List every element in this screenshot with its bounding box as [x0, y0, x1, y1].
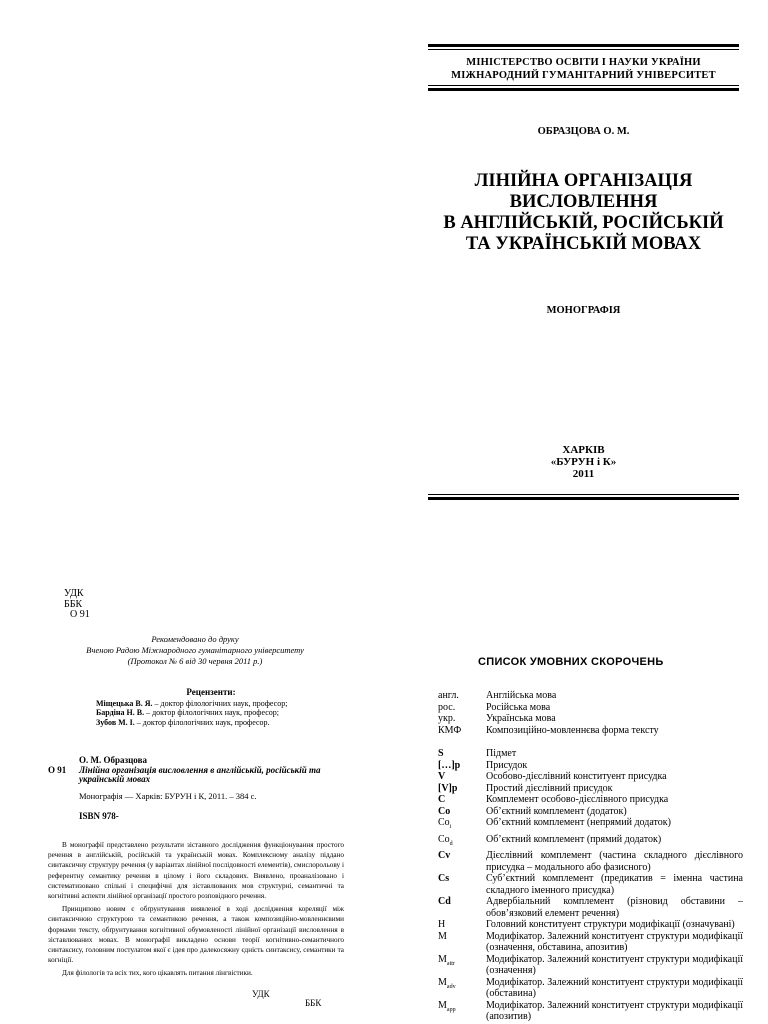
abbreviation-key: Cd — [438, 896, 451, 907]
university-name: МІЖНАРОДНИЙ ГУМАНІТАРНИЙ УНІВЕРСИТЕТ — [451, 70, 716, 81]
publisher-header — [428, 56, 739, 82]
abbreviation-meaning: Об’єктний комплемент (непрямий додаток) — [486, 817, 671, 828]
isbn: ISBN 978- — [79, 811, 119, 821]
footer-bbk: ББК — [305, 998, 322, 1008]
abbreviation-meaning: Адвербіальний комплемент (різновид обставини – обов’язковий елемент речення) — [486, 896, 743, 919]
abbreviation-meaning: Комплемент особово-дієслівного присудка — [486, 794, 669, 805]
abbreviation-row — [438, 713, 743, 725]
reviewers-heading: Рецензенти: — [186, 687, 236, 697]
reviewer-name: Міщецька В. Я. — [96, 698, 153, 708]
abbreviation-key: $M_{attr}$ — [438, 953, 455, 967]
reviewer-desc: – доктор філологічних наук, професор. — [134, 717, 270, 727]
footer-udk: УДК — [252, 989, 270, 999]
title-line: В АНГЛІЙСЬКІЙ, РОСІЙСЬКІЙ — [443, 213, 724, 233]
abbreviation-meaning: Підмет — [486, 748, 517, 759]
bib-author: О. М. Образцова — [79, 755, 147, 765]
abbreviation-meaning: Модифікатор. Залежний конституент структури модифікації (апозитив) — [486, 999, 743, 1022]
abbreviation-row — [438, 919, 743, 931]
abbreviation-meaning: Модифікатор. Залежний конституент структури модифікації (означення) — [486, 953, 743, 976]
bottom-rule-thick — [428, 497, 739, 500]
abbreviation-subscript: i — [449, 824, 452, 830]
recommendation-line: Рекомендовано до друку — [151, 634, 239, 644]
classification-codes — [64, 589, 90, 621]
recommendation-note — [30, 634, 360, 667]
recommendation-line: Вченою Радою Міжнародного гуманітарного університету — [86, 645, 304, 655]
abbreviation-row — [438, 771, 743, 783]
abbreviation-key: V — [438, 771, 446, 782]
imprint-publisher: «БУРУН і К» — [550, 456, 617, 468]
abbreviation-row — [438, 896, 743, 919]
header-rule-thin — [428, 85, 739, 86]
abstract-paragraph: Для філологів та всіх тих, кого цікавлять питання лінгвістики. — [62, 969, 253, 978]
abbreviation-subscript: d — [449, 840, 453, 847]
author-index: О 91 — [70, 609, 90, 620]
abbreviation-key: $M_{app}$ — [438, 999, 456, 1013]
top-rule-thick — [428, 44, 739, 47]
abbreviation-key: англ. — [438, 690, 459, 701]
abbreviation-meaning: Дієслівний комплемент (частина складного дієслівного присудка – модального або фазисного) — [486, 850, 743, 873]
abbreviation-subscript: app — [446, 1006, 456, 1013]
title-line: ЛІНІЙНА ОРГАНІЗАЦІЯ — [474, 171, 693, 191]
abbreviation-row — [438, 783, 743, 795]
abbreviation-meaning: Модифікатор. Залежний конституент структури модифікації (означення, обставина, апозитив) — [486, 930, 743, 953]
abstract-paragraph: В монографії представлено результати зіставного дослідження функціонування простого речення в англійській, російській та українській мовах. Комплексному аналізу піддано синтаксичну структуру речення (у варіантах лінійної послідовності елементів), смислорольову і референтну семантику речення в цілому і його складових. Виявлено, проаналізовано і систематизовано спільні і специфічні для зіставлюваних мов структурні, семантичні та когнітивні аспекти лінійної організації простого розповідного речення. — [48, 841, 344, 901]
bbk-label: ББК — [64, 598, 83, 610]
abbreviation-key: укр. — [438, 713, 456, 724]
imprint-city: ХАРКІВ — [562, 444, 605, 456]
title-line: ВИСЛОВЛЕННЯ — [509, 192, 658, 212]
abbreviation-meaning: Українська мова — [486, 713, 556, 724]
genre-label: МОНОГРАФІЯ — [546, 305, 621, 316]
abbreviation-row — [438, 748, 743, 760]
abbreviation-key: […]p — [438, 759, 461, 771]
abbreviation-row — [438, 690, 743, 702]
abbreviation-row — [438, 702, 743, 714]
abbreviation-key: Cs — [438, 873, 450, 884]
abbreviation-key: $M_{adv}$ — [438, 976, 456, 990]
abbreviation-key: Co — [438, 805, 451, 817]
reviewer-entry — [96, 708, 326, 718]
bib-imprint: Монографія — Харків: БУРУН і К, 2011. – 384 с. — [79, 790, 257, 801]
recommendation-line: (Протокол № 6 від 30 червня 2011 р.) — [127, 656, 263, 666]
abbreviation-row — [438, 1000, 743, 1023]
abbreviation-key: рос. — [438, 701, 456, 713]
abbreviation-row — [438, 850, 743, 873]
title-line: ТА УКРАЇНСЬКІЙ МОВАХ — [465, 234, 702, 254]
ministry-name: МІНІСТЕРСТВО ОСВІТИ І НАУКИ УКРАЇНИ — [466, 57, 701, 68]
abbreviation-row — [438, 873, 743, 896]
abbreviation-key: C — [438, 794, 446, 805]
abbreviation-meaning: Простий дієслівний присудок — [486, 782, 613, 794]
abbreviation-meaning: Об’єктний комплемент (додаток) — [486, 805, 627, 817]
abstract — [48, 840, 344, 979]
reviewer-entry — [96, 718, 326, 728]
abbreviation-subscript: adv — [446, 983, 456, 990]
book-title — [420, 171, 747, 255]
abbreviation-meaning: Особово-дієслівний конституент присудка — [486, 771, 667, 782]
abbreviation-row — [438, 806, 743, 818]
bib-body — [79, 756, 348, 822]
abbreviation-meaning: Об’єктний комплемент (прямий додаток) — [486, 833, 662, 845]
top-rule-thin — [428, 49, 739, 50]
abbreviation-meaning: Суб’єктний комплемент (предикатив = іменна частина складного іменного присудка) — [486, 873, 743, 896]
abbreviation-meaning: Композиційно-мовленнєва форма тексту — [486, 724, 659, 736]
abbreviation-meaning: Англійська мова — [486, 690, 557, 701]
abbreviation-key: M — [438, 930, 447, 942]
reviewer-name: Зубов М. І. — [96, 717, 135, 727]
abbreviation-key: Cv — [438, 850, 451, 861]
abbreviation-row — [438, 977, 743, 1000]
abbreviation-row — [438, 954, 743, 977]
abbreviation-meaning: Російська мова — [486, 701, 551, 713]
abbreviation-meaning: Присудок — [486, 759, 528, 771]
reviewers-block — [96, 688, 326, 727]
imprint-block — [428, 444, 739, 480]
bibliographic-record — [48, 756, 348, 822]
abbreviations-heading: СПИСОК УМОВНИХ СКОРОЧЕНЬ — [478, 656, 664, 668]
abbreviation-row — [438, 931, 743, 954]
bottom-rule-thin — [428, 494, 739, 495]
abbreviation-row — [438, 834, 743, 851]
header-rule-thick — [428, 88, 739, 91]
udk-label: УДК — [64, 588, 84, 599]
reviewer-desc: – доктор філологічних наук, професор; — [144, 708, 279, 717]
abbreviation-key: $Co_d$ — [438, 833, 453, 847]
bib-title: Лінійна організація висловлення в англійській, російській та українській мовах — [79, 764, 321, 784]
reviewer-name: Бардіна Н. В. — [96, 708, 145, 717]
abbreviation-row — [438, 794, 743, 806]
language-abbreviations — [438, 690, 743, 736]
abbreviation-key: S — [438, 748, 444, 759]
author-name: ОБРАЗЦОВА О. М. — [537, 126, 630, 137]
reviewer-entry — [96, 699, 326, 709]
abbreviation-row — [438, 817, 743, 834]
abbreviation-key: КМФ — [438, 724, 462, 736]
abbreviation-meaning: Головний конституент структури модифікації (означувані) — [486, 919, 735, 930]
abbreviation-row — [438, 760, 743, 772]
abbreviation-key: H — [438, 919, 446, 930]
symbol-abbreviations — [438, 748, 743, 1023]
abbreviation-meaning: Модифікатор. Залежний конституент структури модифікації (обставина) — [486, 976, 743, 999]
bib-index: О 91 — [48, 765, 67, 775]
abbreviation-key: [V]p — [438, 782, 458, 794]
abbreviation-subscript: attr — [446, 960, 455, 967]
abbreviation-row — [438, 725, 743, 737]
abstract-paragraph: Принципово новим є обґрунтування виявленої в ході дослідження кореляції між синтаксичною структурою та семантикою речення, а також композиційно-мовленнєвими формами тексту, обґрунтування когнітивної обумовленості лінійної організації висловлення в зіставлюваних мовах. В монографії викладено основи теорії когнітивно-семантичного синтаксису, головним постулатом якої є ідея про далекосяжну єдність синтаксису, семантики та когніції. — [48, 905, 344, 965]
imprint-year: 2011 — [572, 468, 595, 480]
reviewer-desc: – доктор філологічних наук, професор; — [152, 698, 288, 708]
abbreviation-key: $Co_i$ — [438, 817, 452, 830]
